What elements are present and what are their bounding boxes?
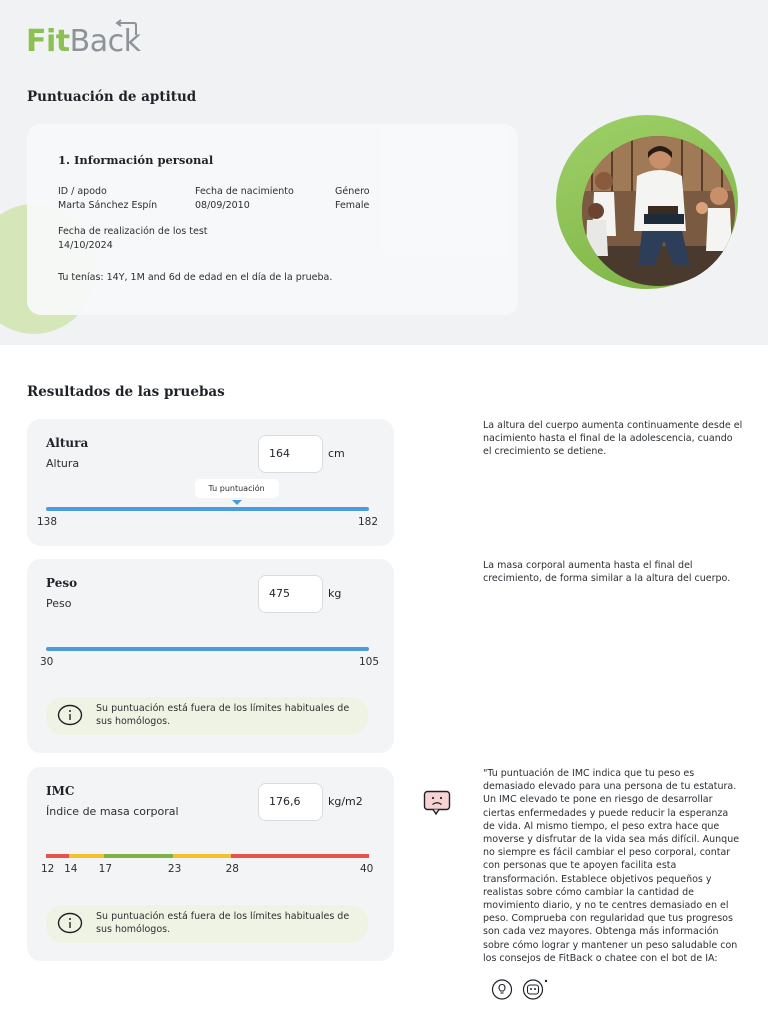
bmi-subtitle: Índice de masa corporal (46, 805, 179, 818)
bmi-title: IMC (46, 784, 75, 798)
bmi-tick-label: 12 (41, 863, 55, 875)
bmi-segment-1 (69, 854, 104, 858)
bmi-segment-0 (46, 854, 69, 858)
weight-notice (46, 697, 368, 735)
bmi-segment-4 (231, 854, 369, 858)
profile-photo (582, 136, 735, 286)
logo-fit: Fit (26, 24, 70, 59)
height-value-field[interactable]: 164 (258, 435, 323, 473)
bmi-unit: kg/m2 (328, 795, 363, 808)
weight-max-tick: 105 (359, 656, 380, 668)
weight-notice-text: Su puntuación está fuera de los límites habituales de sus homólogos. (96, 703, 350, 727)
test-date-value: 14/10/2024 (58, 240, 113, 251)
height-min-tick: 138 (37, 516, 58, 528)
header-section (0, 0, 768, 345)
height-title: Altura (46, 436, 89, 450)
id-label: ID / apodo (58, 186, 107, 197)
weight-unit: kg (328, 587, 342, 600)
height-subtitle: Altura (46, 457, 80, 470)
bmi-notice (46, 905, 368, 943)
results-title: Resultados de las pruebas (27, 384, 225, 400)
info-icon (57, 912, 83, 934)
height-description: La altura del cuerpo aumenta continuamente desde el nacimiento hasta el final de la adolescencia, cuando el crecimiento se detiene. (483, 420, 743, 458)
personal-info-card (27, 124, 518, 315)
info-icon (57, 704, 83, 726)
lightbulb-icon[interactable] (491, 979, 513, 1000)
id-value: Marta Sánchez Espín (58, 200, 158, 211)
ai-bot-icon[interactable] (521, 978, 549, 1000)
weight-title: Peso (46, 576, 78, 590)
gender-value: Female (335, 200, 370, 211)
weight-value-field[interactable]: 475 (258, 575, 323, 613)
bmi-segment-2 (104, 854, 173, 858)
age-text: Tu tenías: 14Y, 1M and 6d de edad en el día de la prueba. (58, 272, 333, 283)
score-tooltip: Tu puntuación (195, 479, 279, 498)
page-title: Puntuación de aptitud (27, 89, 197, 105)
height-max-tick: 182 (358, 516, 379, 528)
gender-label: Género (335, 186, 370, 197)
return-arrow-icon (112, 19, 138, 37)
bmi-tick-label: 14 (64, 863, 78, 875)
dob-value: 08/09/2010 (195, 200, 250, 211)
height-range-bar (46, 507, 369, 511)
personal-info-title: 1. Información personal (58, 153, 214, 167)
profile-photo-frame (556, 115, 738, 289)
score-marker (232, 500, 242, 505)
weight-card (27, 559, 394, 753)
test-date-label: Fecha de realización de los test (58, 226, 208, 237)
bmi-description: "Tu puntuación de IMC indica que tu peso es demasiado elevado para una persona de tu estatura. Un IMC elevado te pone en riesgo de desarrollar ciertas enfermedades y puede reducir la esperanza de vida. Al mismo tiempo, el peso extra hace que moverse y disfrutar de la vida sea más difícil. Aunque no siempre es fácil cambiar el peso corporal, contar con personas que te apoyen facilita esta transformación. Establece objetivos pequeños y realistas sobre cómo cambiar la cantidad de movimiento diario, y no te centres demasiado en el peso. Comprueba con regularidad que tus progresos son cada vez mayores. Obtenga más información sobre cómo lograr y mantener un peso saludable con los consejos de FitBack o chatee con el bot de IA: (483, 768, 740, 964)
bmi-card (27, 767, 394, 961)
chat-sad-icon (423, 790, 451, 816)
bmi-segment-3 (173, 854, 231, 858)
height-unit: cm (328, 447, 345, 460)
bmi-tick-label: 28 (225, 863, 239, 875)
weight-min-tick: 30 (40, 656, 54, 668)
bmi-tick-label: 40 (360, 863, 374, 875)
bmi-range-bar (46, 854, 369, 858)
bmi-notice-text: Su puntuación está fuera de los límites habituales de sus homólogos. (96, 911, 350, 935)
dob-label: Fecha de nacimiento (195, 186, 294, 197)
weight-range-bar (46, 647, 369, 651)
logo-back: Back (69, 24, 141, 59)
weight-description: La masa corporal aumenta hasta el final del crecimiento, de forma similar a la altura del cuerpo. (483, 560, 731, 585)
weight-subtitle: Peso (46, 597, 72, 610)
bmi-ticks (27, 863, 394, 877)
bmi-tick-label: 17 (98, 863, 113, 875)
bmi-value-field[interactable]: 176,6 (258, 783, 323, 821)
bmi-tick-label: 23 (167, 863, 182, 875)
height-card (27, 419, 394, 546)
